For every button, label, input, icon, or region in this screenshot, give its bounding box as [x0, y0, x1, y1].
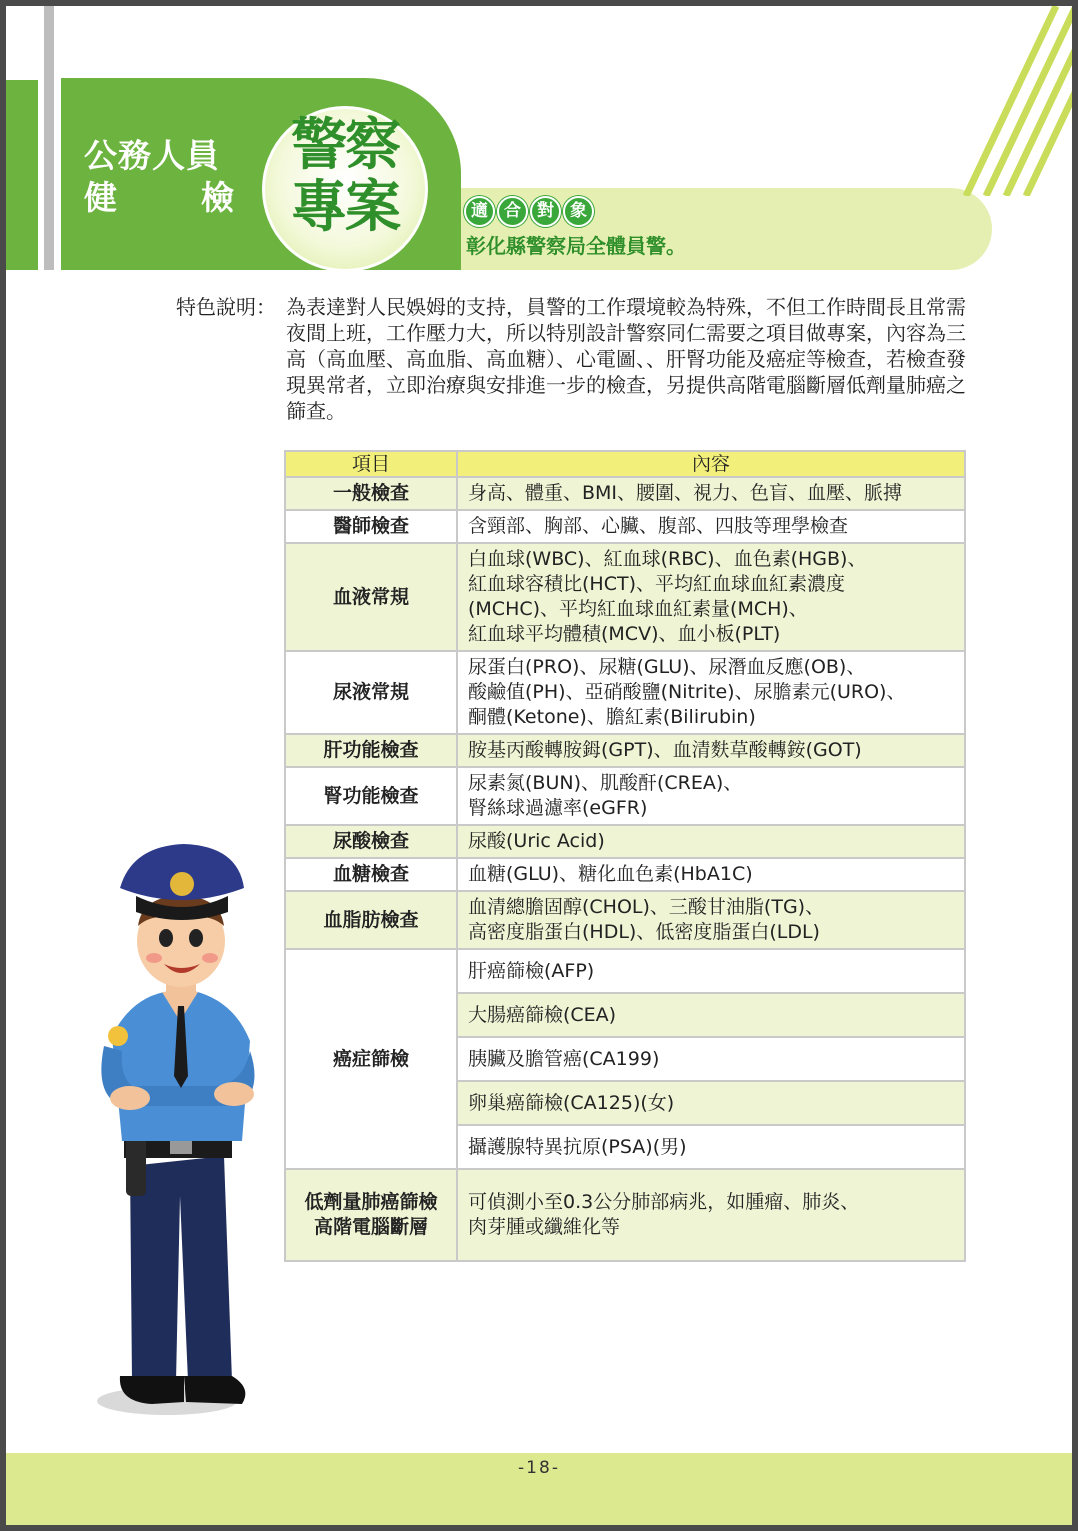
row-content: [457, 543, 965, 651]
table-row: [285, 543, 965, 651]
row-content: [457, 734, 965, 767]
row-item: [285, 1169, 457, 1261]
target-badges: [464, 196, 594, 227]
emblem-line1: 警察: [291, 112, 399, 178]
header-content: 內容: [457, 451, 965, 477]
table-row: [285, 734, 965, 767]
row-content-line: 紅血球平均體積(MCV)、血小板(PLT): [468, 623, 781, 645]
row-content-line: 含頸部、胸部、心臟、腹部、四肢等理學檢查: [468, 515, 849, 537]
header-title-char-2: 檢: [201, 178, 234, 217]
row-content-line: 紅血球容積比(HCT)、平均紅血球血紅素濃度: [468, 573, 845, 595]
row-item-line: 低劑量肺癌篩檢: [304, 1191, 438, 1213]
row-content: [457, 651, 965, 734]
row-item: 尿液常規: [285, 651, 457, 734]
target-badge: 合: [497, 196, 528, 227]
left-grey-bar: [44, 6, 54, 270]
row-content-line: 血糖(GLU)、糖化血色素(HbA1C): [468, 863, 753, 885]
row-item: 血脂肪檢查: [285, 891, 457, 949]
row-content-line: 血清總膽固醇(CHOL)、三酸甘油脂(TG)、: [468, 896, 825, 918]
row-item: 尿酸檢查: [285, 825, 457, 858]
row-item-line: 高階電腦斷層: [313, 1216, 428, 1238]
target-badge: 象: [563, 196, 594, 227]
exam-table: [284, 450, 966, 1262]
row-content: 肝癌篩檢(AFP): [457, 949, 965, 993]
row-content-line: 尿酸(Uric Acid): [468, 830, 605, 852]
row-item: 血糖檢查: [285, 858, 457, 891]
decorative-stripes: [872, 6, 1072, 196]
emblem-line2: 專案: [291, 174, 399, 240]
header-item: 項目: [285, 451, 457, 477]
police-officer-illustration: [92, 836, 282, 1436]
header-title-line2: [84, 178, 234, 218]
table-row: [285, 510, 965, 543]
row-item: 癌症篩檢: [285, 949, 457, 1169]
table-row: [285, 1169, 965, 1261]
row-content: 卵巢癌篩檢(CA125)(女): [457, 1081, 965, 1125]
row-content: [457, 1169, 965, 1261]
table-row: [285, 767, 965, 825]
table-row: [285, 949, 965, 993]
table-row: [285, 858, 965, 891]
page: [6, 6, 1072, 1525]
row-content-line: 胺基丙酸轉胺鉧(GPT)、血清麩草酸轉銨(GOT): [468, 739, 862, 761]
left-green-bar: [6, 80, 38, 270]
row-content: 攝護腺特異抗原(PSA)(男): [457, 1125, 965, 1169]
header-title-line1: 公務人員: [84, 136, 220, 175]
row-content-line: 肉芽腫或纖維化等: [468, 1216, 621, 1238]
row-content-line: 白血球(WBC)、紅血球(RBC)、血色素(HGB)、: [468, 548, 867, 570]
row-content: 大腸癌篩檢(CEA): [457, 993, 965, 1037]
row-content-line: 身高、體重、BMI、腰圍、視力、色盲、血壓、脈搏: [468, 482, 903, 504]
row-content-line: 尿素氮(BUN)、肌酸酐(CREA)、: [468, 772, 743, 794]
table-row: [285, 825, 965, 858]
row-item: 肝功能檢查: [285, 734, 457, 767]
row-content-line: 酮體(Ketone)、膽紅素(Bilirubin): [468, 706, 756, 728]
row-content: [457, 825, 965, 858]
table-row: [285, 891, 965, 949]
row-content: 胰臟及膽管癌(CA199): [457, 1037, 965, 1081]
row-content-line: 酸鹼值(PH)、亞硝酸鹽(Nitrite)、尿膽素元(URO)、: [468, 681, 906, 703]
table-header-row: [285, 451, 965, 477]
table-row: [285, 651, 965, 734]
row-content: [457, 510, 965, 543]
target-badge: 適: [464, 196, 495, 227]
intro-text: 為表達對人民娛姆的支持，員警的工作環境較為特殊，不但工作時間長且常需夜間上班，工作壓力大，所以特別設計警察同仁需要之項目做專案，內容為三高（高血壓、高血脂、高血糖）、心電圖、、肝腎功能及癌症等檢查，若檢查發現異常者，立即治療與安排進一步的檢查，另提供高階電腦斷層低劑量肺癌之篩查。: [286, 295, 966, 423]
table-row: [285, 477, 965, 510]
row-content-line: 腎絲球過濾率(eGFR): [468, 797, 648, 819]
row-item: 腎功能檢查: [285, 767, 457, 825]
row-content: [457, 477, 965, 510]
header-title-char-1: 健: [84, 178, 117, 217]
target-text: 彰化縣警察局全體員警。: [466, 234, 686, 258]
row-item: 醫師檢查: [285, 510, 457, 543]
row-content: [457, 858, 965, 891]
target-badge: 對: [530, 196, 561, 227]
row-content: [457, 767, 965, 825]
row-content-line: (MCHC)、平均紅血球血紅素量(MCH)、: [468, 598, 808, 620]
row-item: 一般檢查: [285, 477, 457, 510]
page-number: -18-: [518, 1458, 560, 1478]
row-content-line: 可偵測小至0.3公分肺部病兆，如腫瘤、肺炎、: [468, 1191, 860, 1213]
row-item: 血液常規: [285, 543, 457, 651]
row-content-line: 高密度脂蛋白(HDL)、低密度脂蛋白(LDL): [468, 921, 820, 943]
row-content: [457, 891, 965, 949]
row-content-line: 尿蛋白(PRO)、尿糖(GLU)、尿潛血反應(OB)、: [468, 656, 866, 678]
emblem-title: [262, 114, 428, 238]
intro-label: 特色說明：: [176, 295, 276, 319]
